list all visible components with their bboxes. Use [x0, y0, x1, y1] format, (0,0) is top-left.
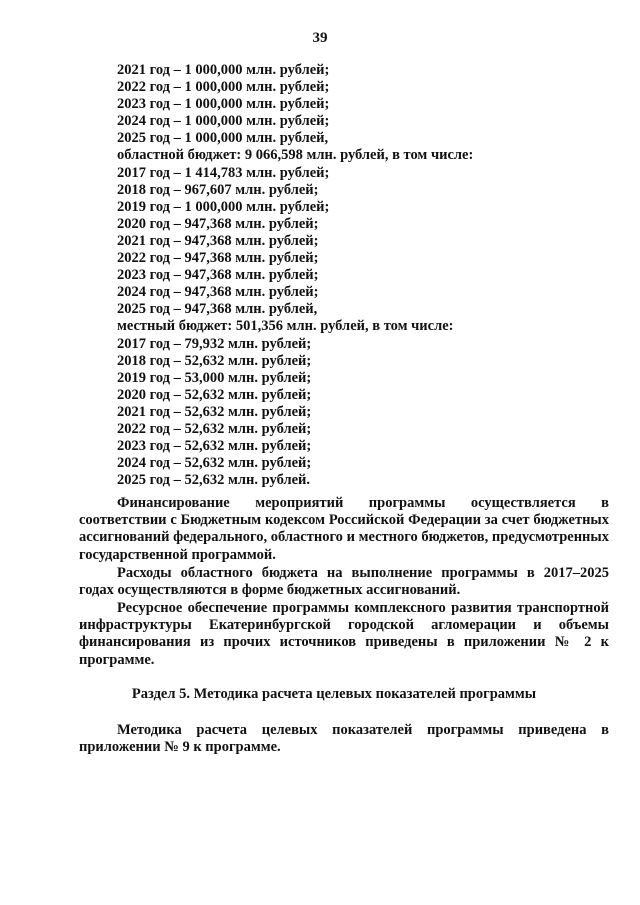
resources-paragraph: Ресурсное обеспечение программы комплексного развития транспортной инфраструктуры Екатеринбургской городской агломерации и объемы финансирования из прочих источников приведены в приложении № 2 к программе.: [79, 600, 609, 668]
financing-paragraph: Финансирование мероприятий программы осуществляется в соответствии с Бюджетным кодексом Российской Федерации за счет бюджетных ассигнований федерального, областного и местного бюджетов, предусмотренных государственной программой.: [79, 495, 609, 563]
budget-line: 2022 год – 52,632 млн. рублей;: [117, 420, 312, 437]
budget-line: 2025 год – 1 000,000 млн. рублей,: [117, 130, 329, 147]
budget-line: 2020 год – 947,368 млн. рублей;: [117, 215, 319, 232]
budget-line: 2022 год – 1 000,000 млн. рублей;: [117, 79, 330, 96]
budget-line: 2025 год – 52,632 млн. рублей.: [117, 472, 311, 489]
budget-line: 2018 год – 52,632 млн. рублей;: [117, 352, 312, 369]
budget-line: 2024 год – 947,368 млн. рублей;: [117, 284, 319, 301]
budget-list: [117, 62, 473, 489]
budget-line: 2023 год – 52,632 млн. рублей;: [117, 438, 312, 455]
expenses-paragraph: Расходы областного бюджета на выполнение программы в 2017–2025 годах осуществляются в форме бюджетных ассигнований.: [79, 565, 609, 599]
budget-line: 2023 год – 947,368 млн. рублей;: [117, 267, 319, 284]
budget-line: 2021 год – 52,632 млн. рублей;: [117, 403, 312, 420]
budget-line: 2021 год – 1 000,000 млн. рублей;: [117, 62, 330, 78]
budget-line: 2020 год – 52,632 млн. рублей;: [117, 386, 312, 403]
page-number: 39: [312, 30, 328, 46]
budget-line: 2024 год – 1 000,000 млн. рублей;: [117, 113, 330, 130]
budget-line: 2025 год – 947,368 млн. рублей,: [117, 301, 318, 318]
budget-line: 2017 год – 1 414,783 млн. рублей;: [117, 164, 330, 181]
methodology-paragraph: Методика расчета целевых показателей программы приведена в приложении № 9 к программе.: [79, 722, 609, 756]
budget-line: местный бюджет: 501,356 млн. рублей, в том числе:: [117, 318, 454, 335]
budget-line: областной бюджет: 9 066,598 млн. рублей, в том числе:: [117, 147, 474, 164]
budget-line: 2021 год – 947,368 млн. рублей;: [117, 232, 319, 249]
budget-line: 2017 год – 79,932 млн. рублей;: [117, 335, 312, 352]
budget-line: 2023 год – 1 000,000 млн. рублей;: [117, 96, 330, 113]
budget-line: 2019 год – 1 000,000 млн. рублей;: [117, 198, 330, 215]
budget-line: 2022 год – 947,368 млн. рублей;: [117, 250, 319, 267]
budget-line: 2024 год – 52,632 млн. рублей;: [117, 455, 312, 472]
budget-line: 2019 год – 53,000 млн. рублей;: [117, 369, 312, 386]
section-heading: Раздел 5. Методика расчета целевых показателей программы: [131, 686, 537, 702]
budget-line: 2018 год – 967,607 млн. рублей;: [117, 181, 319, 198]
